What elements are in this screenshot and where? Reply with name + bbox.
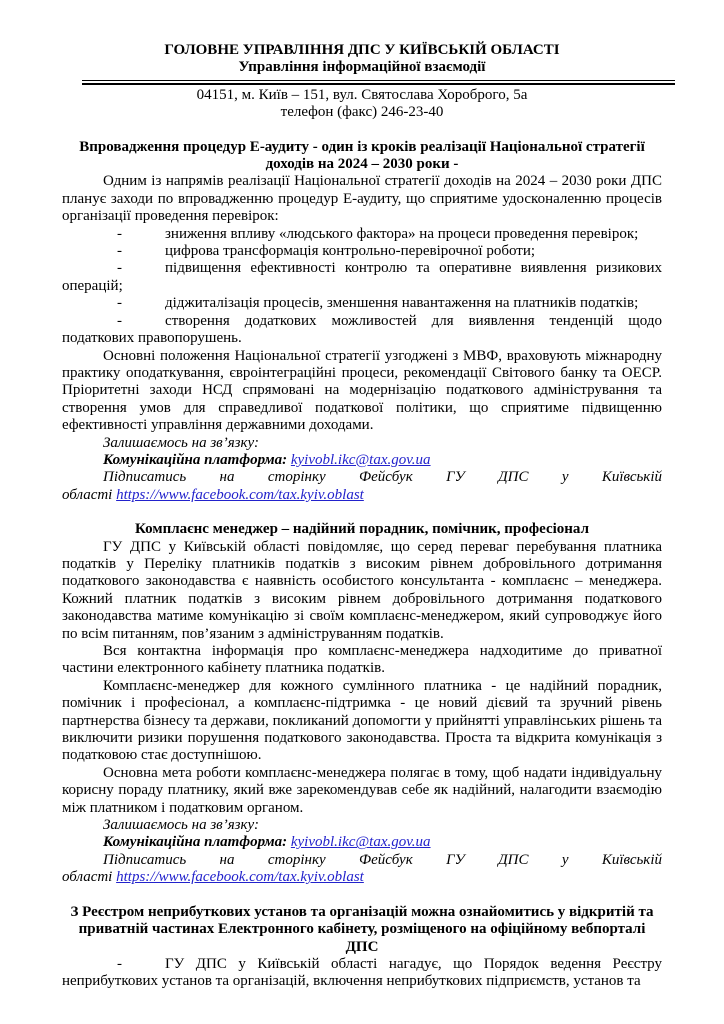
platform-label: Комунікаційна платформа: [103, 451, 288, 468]
facebook-line [62, 469, 662, 504]
list-item [62, 313, 662, 348]
body-paragraph: Основна мета роботи комплаєнс-менеджера полягає в тому, щоб надати індивідуальну корисну пораду платнику, який вже зарекомендував себе як надійний, налагодити взаємодію між платником і податковим органом. [62, 764, 662, 816]
facebook-prefix: області [62, 869, 113, 886]
facebook-prefix: області [62, 486, 113, 503]
section-nonprofit-registry [62, 904, 662, 991]
section-title: З Реєстром неприбуткових установ та організацій можна ознайомитись у відкритій та приватній частинах Електронного кабінету, розміщеного на офіційному вебпорталі ДПС [70, 903, 654, 955]
stay-connected-line: Залишаємось на зв’язку: [103, 434, 259, 451]
section-title: Комплаєнс менеджер – надійний порадник, помічник, професіонал [135, 521, 589, 538]
body-paragraph: ГУ ДПС у Київській області повідомляє, що серед переваг перебування платника податків у Переліку платників податків з високим рівнем добровільного дотримання податкового законодавства є наявність особистого консультанта - комплаєнс – менеджера. Кожний платник податків з високим рівнем добровільного дотримання податкового законодавства матиме комунікацію зі своїм комплаєнс-менеджером, який супроводжує його по всім питанням, пов’язаним з адмініструванням податків. [62, 538, 662, 642]
email-link[interactable]: kyivobl.ikc@tax.gov.ua [290, 834, 431, 851]
section-title: Впровадження процедур Е-аудиту - один із кроків реалізації Національної стратегії доходів на 2024 – 2030 роки - [79, 138, 645, 173]
bullet-marker: - [117, 260, 122, 277]
email-link[interactable]: kyivobl.ikc@tax.gov.ua [290, 451, 431, 468]
bullet-marker: - [117, 295, 122, 312]
facebook-line [62, 852, 662, 887]
list-item-text: зниження впливу «людського фактора» на процеси проведення перевірок; [165, 225, 639, 242]
facebook-link[interactable]: https://www.facebook.com/tax.kyiv.oblast [116, 869, 364, 886]
list-item-text: створення додаткових можливостей для виявлення тенденцій щодо податкових правопорушень. [62, 312, 662, 347]
communication-platform-line [62, 452, 662, 469]
body-paragraph: Основні положення Національної стратегії узгоджені з МВФ, враховують міжнародну практику оподаткування, євроінтеграційні процеси, рекомендації Світового банку та ОЕСР. Пріоритетні заходи НСД спрямовані на модернізацію податкового адміністрування та створення умов для справедливої податкової політики, що сприятиме підвищенню ефективності управління державними доходами. [62, 347, 662, 434]
letterhead-double-rule [82, 80, 675, 85]
phone-line: телефон (факс) 246-23-40 [280, 104, 444, 121]
stay-connected-line: Залишаємось на зв’язку: [103, 817, 259, 834]
platform-label: Комунікаційна платформа: [103, 834, 288, 851]
facebook-line-justified: Підписатись на сторінку Фейсбук ГУ ДПС у Київській [103, 851, 662, 868]
paragraph-text: ГУ ДПС у Київській області нагадує, що Порядок ведення Реєстру неприбуткових установ та організацій, включення неприбуткових підприємств, установ та [62, 955, 662, 990]
facebook-line-2 [62, 869, 662, 886]
list-item-text: цифрова трансформація контрольно-перевірочної роботи; [165, 243, 536, 260]
letterhead [62, 42, 662, 122]
list-item [62, 260, 662, 295]
facebook-link[interactable]: https://www.facebook.com/tax.kyiv.oblast [116, 486, 364, 503]
list-item-text: діджиталізація процесів, зменшення навантаження на платників податків; [165, 295, 639, 312]
list-item [62, 243, 662, 260]
bullet-marker: - [117, 312, 122, 329]
list-item [62, 295, 662, 312]
intro-paragraph: Одним із напрямів реалізації Національної стратегії доходів на 2024 – 2030 роки ДПС планує заходи по впровадженню процедур Е-аудиту, що сприятиме удосконаленню процесів організації проведення перевірок: [62, 173, 662, 225]
bullet-marker: - [117, 955, 122, 972]
body-paragraph [62, 956, 662, 991]
communication-platform-line [62, 834, 662, 851]
facebook-line-2 [62, 487, 662, 504]
body-paragraph: Вся контактна інформація про комплаєнс-менеджера надходитиме до приватної частини електронного кабінету платника податків. [62, 643, 662, 677]
section-e-audit [62, 139, 662, 505]
org-title: ГОЛОВНЕ УПРАВЛІННЯ ДПС У КИЇВСЬКІЙ ОБЛАСТІ [164, 42, 560, 58]
bullet-marker: - [117, 243, 122, 260]
list-item-text: підвищення ефективності контролю та оперативне виявлення ризикових операцій; [62, 260, 662, 294]
section-compliance-manager [62, 521, 662, 887]
address-line: 04151, м. Київ – 151, вул. Святослава Хороброго, 5а [196, 86, 528, 103]
dept-title: Управління інформаційної взаємодії [238, 59, 486, 76]
list-item [62, 226, 662, 243]
facebook-line-justified: Підписатись на сторінку Фейсбук ГУ ДПС у Київській [103, 469, 662, 486]
bullet-marker: - [117, 225, 122, 242]
body-paragraph: Комплаєнс-менеджер для кожного сумлінного платника - це надійний порадник, помічник і професіонал, а комплаєнс-підтримка - це новий дієвий та зручний рівень партнерства бізнесу та держави, покликаний допомогти у прийнятті управлінських рішень та виключити ризики порушення податкового законодавства. Проста та відкрита комунікація з податковою стає доступнішою. [62, 677, 662, 764]
